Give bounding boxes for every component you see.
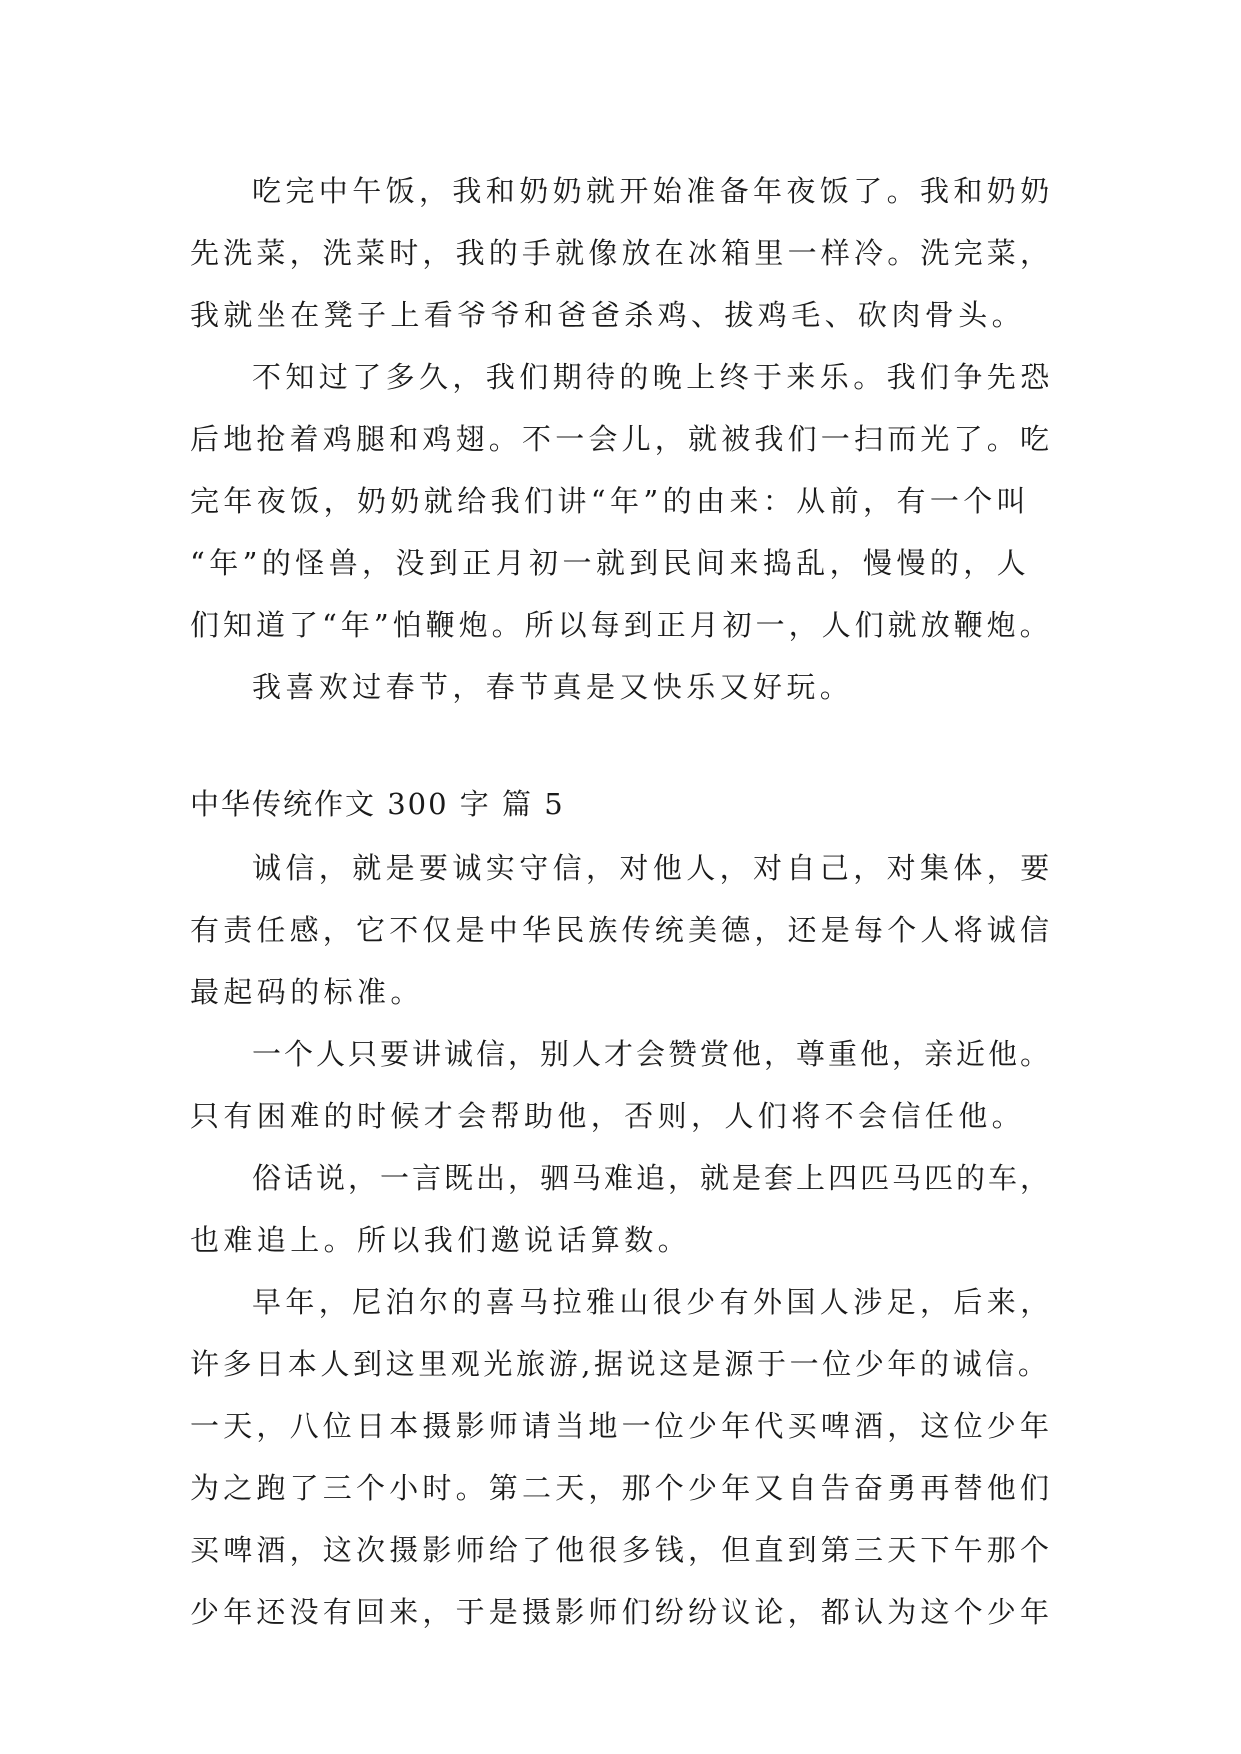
section-spacer [190,718,1052,771]
text-line: 早年，尼泊尔的喜马拉雅山很少有外国人涉足，后来， [252,1285,1054,1319]
text-line: 许多日本人到这里观光旅游,据说这是源于一位少年的诚信。 [190,1347,1051,1381]
paragraph [190,160,1052,346]
text-line: 们知道了“年”怕鞭炮。所以每到正月初一，人们就放鞭炮。 [190,608,1053,642]
section-heading: 中华传统作文 300 字 篇 5 [190,787,565,821]
text-line: 最起码的标准。 [190,975,424,1009]
text-line: 后地抢着鸡腿和鸡翅。不一会儿，就被我们一扫而光了。吃 [190,422,1054,456]
text-line: 为之跑了三个小时。第二天，那个少年又自告奋勇再替他们 [190,1471,1054,1505]
text-line: 不知过了多久，我们期待的晚上终于来乐。我们争先恐 [252,360,1054,394]
text-line: 完年夜饭，奶奶就给我们讲“年”的由来：从前，有一个叫 [190,484,1031,518]
text-line: 少年还没有回来，于是摄影师们纷纷议论，都认为这个少年 [190,1595,1054,1629]
paragraph [190,1271,1052,1643]
paragraph [190,837,1052,1023]
text-line: “年”的怪兽，没到正月初一就到民间来捣乱，慢慢的，人 [190,546,1031,580]
text-line: 先洗菜，洗菜时，我的手就像放在冰箱里一样冷。洗完菜， [190,236,1054,270]
paragraph [190,346,1052,656]
text-line: 我喜欢过春节，春节真是又快乐又好玩。 [252,670,854,704]
text-line: 买啤酒，这次摄影师给了他很多钱，但直到第三天下午那个 [190,1533,1054,1567]
text-line: 吃完中午饭，我和奶奶就开始准备年夜饭了。我和奶奶 [252,174,1054,208]
text-line: 只有困难的时候才会帮助他，否则，人们将不会信任他。 [190,1099,1026,1133]
text-line: 也难追上。所以我们邀说话算数。 [190,1223,692,1257]
paragraph [190,656,1052,718]
paragraph [190,1023,1052,1147]
text-line: 一天，八位日本摄影师请当地一位少年代买啤酒，这位少年 [190,1409,1054,1443]
text-line: 有责任感，它不仅是中华民族传统美德，还是每个人将诚信 [190,913,1054,947]
text-line: 俗话说，一言既出，驷马难追，就是套上四匹马匹的车， [252,1161,1053,1195]
text-line: 我就坐在凳子上看爷爷和爸爸杀鸡、拔鸡毛、砍肉骨头。 [190,298,1026,332]
text-line: 一个人只要讲诚信，别人才会赞赏他，尊重他，亲近他。 [252,1037,1053,1071]
text-line: 诚信，就是要诚实守信，对他人，对自己，对集体，要 [252,851,1054,885]
paragraph [190,1147,1052,1271]
document-body [190,160,1052,1643]
